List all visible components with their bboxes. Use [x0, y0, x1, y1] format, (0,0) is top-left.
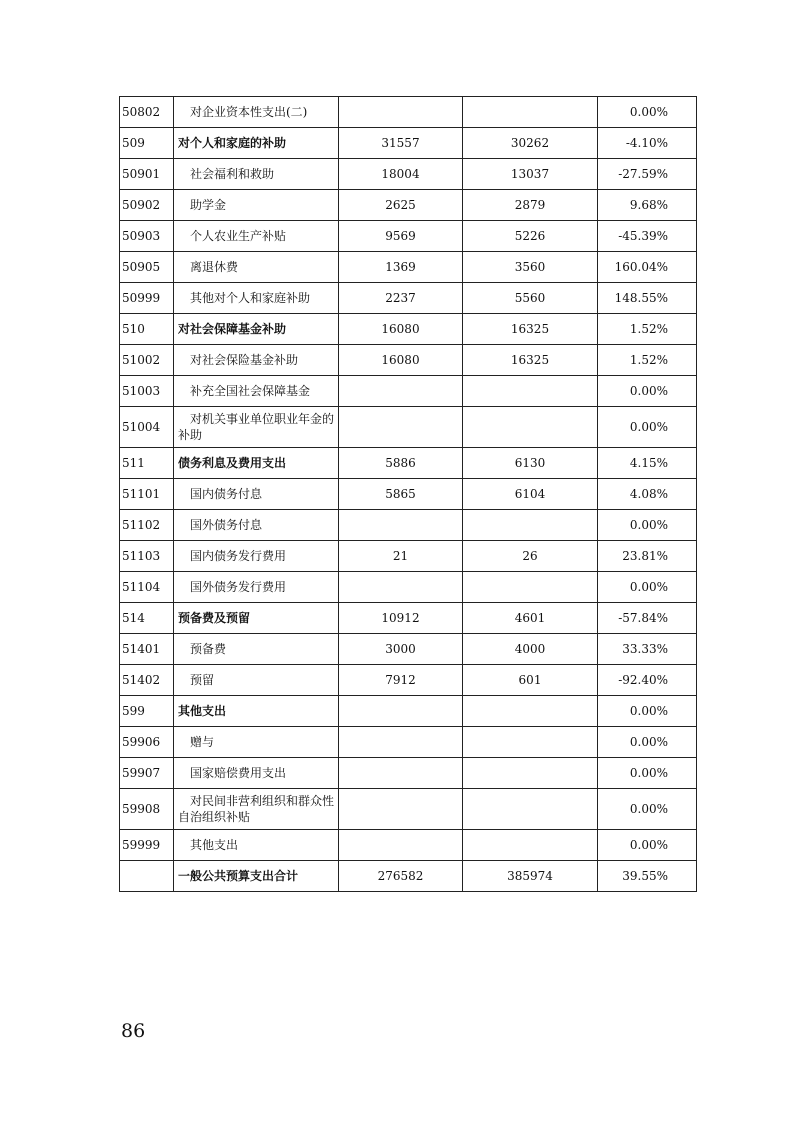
change-percent-cell: -57.84% [598, 603, 697, 634]
value-2-cell [463, 572, 598, 603]
change-percent-cell: 9.68% [598, 190, 697, 221]
table-row [120, 159, 697, 190]
code-cell: 511 [120, 448, 174, 479]
item-name-text: 其他对个人和家庭补助 [190, 291, 311, 305]
table-row [120, 603, 697, 634]
table-row [120, 376, 697, 407]
change-percent-cell: 0.00% [598, 376, 697, 407]
change-percent-cell: 1.52% [598, 345, 697, 376]
item-name-cell [174, 572, 339, 603]
code-cell: 51104 [120, 572, 174, 603]
change-percent-cell: -92.40% [598, 665, 697, 696]
value-2-cell: 4000 [463, 634, 598, 665]
item-name-cell [174, 830, 339, 861]
item-name-cell [174, 128, 339, 159]
value-2-cell [463, 510, 598, 541]
change-percent-cell: 33.33% [598, 634, 697, 665]
value-1-cell: 3000 [339, 634, 463, 665]
item-name-text: 预备费及预留 [178, 611, 251, 625]
item-name-text: 离退休费 [190, 260, 239, 274]
table-row [120, 345, 697, 376]
code-cell: 50902 [120, 190, 174, 221]
change-percent-cell: 0.00% [598, 510, 697, 541]
item-name-cell [174, 345, 339, 376]
item-name-cell [174, 376, 339, 407]
code-cell: 50999 [120, 283, 174, 314]
item-name-cell [174, 758, 339, 789]
change-percent-cell: -4.10% [598, 128, 697, 159]
table-row [120, 665, 697, 696]
item-name-text: 赠与 [190, 735, 215, 749]
table-row [120, 479, 697, 510]
change-percent-cell: 0.00% [598, 758, 697, 789]
table-row [120, 128, 697, 159]
value-1-cell [339, 376, 463, 407]
item-name-text: 对社会保险基金补助 [190, 353, 299, 367]
value-1-cell: 7912 [339, 665, 463, 696]
table-row [120, 314, 697, 345]
value-2-cell: 16325 [463, 345, 598, 376]
value-2-cell: 6130 [463, 448, 598, 479]
change-percent-cell: 4.15% [598, 448, 697, 479]
value-1-cell: 31557 [339, 128, 463, 159]
item-name-cell [174, 190, 339, 221]
value-2-cell: 3560 [463, 252, 598, 283]
value-2-cell: 385974 [463, 861, 598, 892]
table-row [120, 758, 697, 789]
value-1-cell: 21 [339, 541, 463, 572]
item-name-text: 对社会保障基金补助 [178, 322, 287, 336]
page-number: 86 [121, 1020, 146, 1042]
item-name-cell [174, 448, 339, 479]
value-2-cell: 16325 [463, 314, 598, 345]
value-2-cell: 2879 [463, 190, 598, 221]
value-2-cell: 5226 [463, 221, 598, 252]
code-cell: 514 [120, 603, 174, 634]
item-name-cell [174, 603, 339, 634]
code-cell: 59906 [120, 727, 174, 758]
item-name-text: 对个人和家庭的补助 [178, 136, 287, 150]
code-cell: 599 [120, 696, 174, 727]
item-name-text: 国外债务付息 [190, 518, 263, 532]
item-name-cell [174, 479, 339, 510]
item-name-cell [174, 283, 339, 314]
item-name-text: 社会福利和救助 [190, 167, 275, 181]
value-1-cell: 2625 [339, 190, 463, 221]
code-cell: 510 [120, 314, 174, 345]
value-1-cell [339, 572, 463, 603]
item-name-text: 国外债务发行费用 [190, 580, 287, 594]
value-1-cell [339, 510, 463, 541]
table-row [120, 97, 697, 128]
budget-table-body [120, 97, 697, 892]
item-name-text: 预备费 [190, 642, 227, 656]
item-name-cell [174, 727, 339, 758]
table-row [120, 727, 697, 758]
change-percent-cell: 1.52% [598, 314, 697, 345]
value-1-cell: 9569 [339, 221, 463, 252]
value-2-cell [463, 727, 598, 758]
value-2-cell: 5560 [463, 283, 598, 314]
item-name-text: 国内债务付息 [190, 487, 263, 501]
table-row [120, 252, 697, 283]
item-name-text: 补充全国社会保障基金 [190, 384, 311, 398]
item-name-text: 对民间非营利组织和群众性自治组织补贴 [178, 794, 335, 824]
item-name-cell [174, 252, 339, 283]
item-name-cell [174, 789, 339, 830]
code-cell: 51004 [120, 407, 174, 448]
table-row [120, 696, 697, 727]
change-percent-cell: 23.81% [598, 541, 697, 572]
table-row [120, 789, 697, 830]
value-1-cell: 5886 [339, 448, 463, 479]
code-cell: 509 [120, 128, 174, 159]
code-cell: 50802 [120, 97, 174, 128]
value-1-cell [339, 830, 463, 861]
code-cell: 51101 [120, 479, 174, 510]
item-name-text: 对企业资本性支出(二) [190, 105, 308, 119]
change-percent-cell: -45.39% [598, 221, 697, 252]
item-name-cell [174, 861, 339, 892]
table-row [120, 830, 697, 861]
item-name-cell [174, 665, 339, 696]
value-2-cell: 13037 [463, 159, 598, 190]
item-name-cell [174, 696, 339, 727]
item-name-text: 债务利息及费用支出 [178, 456, 287, 470]
item-name-text: 其他支出 [178, 704, 227, 718]
table-row [120, 572, 697, 603]
code-cell: 50905 [120, 252, 174, 283]
item-name-cell [174, 221, 339, 252]
item-name-text: 国家赔偿费用支出 [190, 766, 287, 780]
item-name-text: 一般公共预算支出合计 [178, 869, 299, 883]
value-1-cell [339, 727, 463, 758]
change-percent-cell: 0.00% [598, 727, 697, 758]
change-percent-cell: 0.00% [598, 696, 697, 727]
table-row [120, 634, 697, 665]
code-cell: 51002 [120, 345, 174, 376]
item-name-text: 对机关事业单位职业年金的补助 [178, 412, 335, 442]
code-cell: 50901 [120, 159, 174, 190]
item-name-text: 预留 [190, 673, 215, 687]
budget-table [119, 96, 697, 892]
value-2-cell: 26 [463, 541, 598, 572]
item-name-cell [174, 97, 339, 128]
table-row [120, 448, 697, 479]
value-2-cell [463, 830, 598, 861]
table-row [120, 190, 697, 221]
value-1-cell: 5865 [339, 479, 463, 510]
code-cell: 59908 [120, 789, 174, 830]
change-percent-cell: 0.00% [598, 97, 697, 128]
value-1-cell: 10912 [339, 603, 463, 634]
table-row [120, 221, 697, 252]
value-1-cell: 1369 [339, 252, 463, 283]
item-name-text: 其他支出 [190, 838, 239, 852]
value-2-cell: 30262 [463, 128, 598, 159]
table-row [120, 510, 697, 541]
value-2-cell [463, 789, 598, 830]
code-cell: 50903 [120, 221, 174, 252]
item-name-cell [174, 541, 339, 572]
item-name-cell [174, 159, 339, 190]
value-1-cell [339, 758, 463, 789]
value-2-cell [463, 97, 598, 128]
item-name-text: 国内债务发行费用 [190, 549, 287, 563]
value-2-cell [463, 758, 598, 789]
code-cell: 51003 [120, 376, 174, 407]
change-percent-cell: 39.55% [598, 861, 697, 892]
table-row [120, 283, 697, 314]
value-1-cell: 276582 [339, 861, 463, 892]
value-2-cell [463, 376, 598, 407]
change-percent-cell: 0.00% [598, 407, 697, 448]
code-cell: 51401 [120, 634, 174, 665]
item-name-cell [174, 314, 339, 345]
item-name-cell [174, 634, 339, 665]
item-name-text: 助学金 [190, 198, 227, 212]
value-2-cell: 4601 [463, 603, 598, 634]
code-cell: 59999 [120, 830, 174, 861]
value-1-cell [339, 696, 463, 727]
value-1-cell: 2237 [339, 283, 463, 314]
value-2-cell [463, 696, 598, 727]
value-2-cell: 601 [463, 665, 598, 696]
code-cell [120, 861, 174, 892]
code-cell: 59907 [120, 758, 174, 789]
change-percent-cell: 4.08% [598, 479, 697, 510]
item-name-cell [174, 407, 339, 448]
item-name-cell [174, 510, 339, 541]
change-percent-cell: 160.04% [598, 252, 697, 283]
value-1-cell [339, 97, 463, 128]
change-percent-cell: 0.00% [598, 789, 697, 830]
value-1-cell: 16080 [339, 314, 463, 345]
code-cell: 51102 [120, 510, 174, 541]
value-1-cell: 16080 [339, 345, 463, 376]
code-cell: 51402 [120, 665, 174, 696]
change-percent-cell: 0.00% [598, 830, 697, 861]
value-2-cell [463, 407, 598, 448]
value-1-cell [339, 407, 463, 448]
change-percent-cell: 148.55% [598, 283, 697, 314]
table-row [120, 541, 697, 572]
item-name-text: 个人农业生产补贴 [190, 229, 287, 243]
change-percent-cell: 0.00% [598, 572, 697, 603]
table-row [120, 407, 697, 448]
value-1-cell [339, 789, 463, 830]
code-cell: 51103 [120, 541, 174, 572]
value-2-cell: 6104 [463, 479, 598, 510]
table-row [120, 861, 697, 892]
change-percent-cell: -27.59% [598, 159, 697, 190]
value-1-cell: 18004 [339, 159, 463, 190]
